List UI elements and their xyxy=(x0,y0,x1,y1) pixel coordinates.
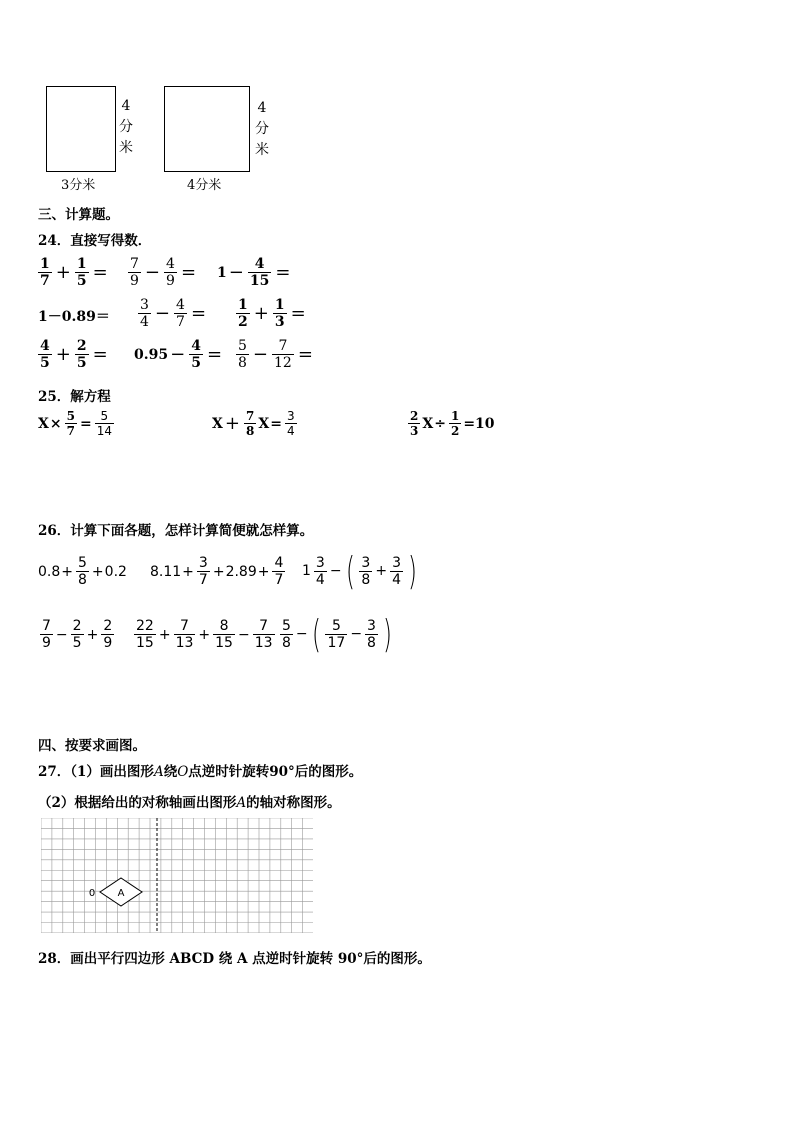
q24-r1-a: $\frac{1}{7}$ + $\frac{1}{5}$ = xyxy=(40,256,108,289)
q26-e3: 1 $\frac{3}{4}$ − ( $\frac{3}{8}$ + $\frac{3}{4}$ ) xyxy=(302,549,417,593)
q26-e6: $\frac{5}{8}$ − ( $\frac{5}{17}$ − $\frac{3}{8}$ ) xyxy=(282,612,392,656)
rect-right-side-label: 4 分 米 xyxy=(255,100,269,158)
q26-title: 26．计算下面各题，怎样计算简便就怎样算。 xyxy=(38,523,314,539)
rect-left-side-label: 4 分 米 xyxy=(119,98,133,156)
q24-r3-b: 0.95 − $\frac{4}{5}$ = xyxy=(134,338,223,371)
q25-eq2: X + $\frac{7}{8}$ X = $\frac{3}{4}$ xyxy=(212,409,295,438)
shape-a-label: A xyxy=(117,888,125,899)
section3-title: 三、计算题。 xyxy=(38,207,119,223)
drawing-grid xyxy=(41,818,313,933)
section4-title: 四、按要求画图。 xyxy=(38,738,146,754)
q24-r3-c: $\frac{5}{8}$ − $\frac{7}{12}$ = xyxy=(238,338,313,371)
q24-r1-c: 1 − $\frac{4}{15}$ = xyxy=(217,256,291,289)
q27-line1: 27．（1）画出图形A绕O点逆时针旋转90°后的图形。 xyxy=(38,764,363,780)
q26-e4: $\frac{7}{9}$ − $\frac{2}{5}$ + $\frac{2}{9}$ xyxy=(42,618,113,651)
q26-e1: 0.8 + $\frac{5}{8}$ + 0.2 xyxy=(38,555,127,588)
q27-line2: （2）根据给出的对称轴画出图形A的轴对称图形。 xyxy=(38,795,341,811)
rect-right-bottom-label: 4分米 xyxy=(187,178,222,193)
q28-title: 28．画出平行四边形 ABCD 绕 A 点逆时针旋转 90°后的图形。 xyxy=(38,951,431,967)
q25-eq3: $\frac{2}{3}$ X ÷ $\frac{1}{2}$ =10 xyxy=(410,409,495,438)
rect-left-bottom-label: 3分米 xyxy=(61,178,96,193)
q24-r1-b: $\frac{7}{9}$ − $\frac{4}{9}$ = xyxy=(130,256,197,289)
rectangle-right xyxy=(164,86,250,172)
rectangle-left xyxy=(46,86,116,172)
q25-title: 25．解方程 xyxy=(38,389,111,405)
q24-r3-a: $\frac{4}{5}$ + $\frac{2}{5}$ = xyxy=(40,338,108,371)
q24-title: 24．直接写得数． xyxy=(38,233,152,249)
q25-eq1: X × $\frac{5}{7}$ = $\frac{5}{14}$ xyxy=(38,409,112,438)
q26-e5: $\frac{22}{15}$ + $\frac{7}{13}$ + $\frac{8}{15}$ − $\frac{7}{13}$ xyxy=(136,618,273,651)
q24-r2-a: 1－0.89＝ xyxy=(38,309,110,325)
point-o-label: 0 xyxy=(88,888,96,899)
q24-r2-c: $\frac{1}{2}$ + $\frac{1}{3}$ = xyxy=(238,297,306,330)
q26-e2: 8.11 + $\frac{3}{7}$ + 2.89 + $\frac{4}{7}$ xyxy=(150,555,284,588)
q24-r2-b: $\frac{3}{4}$ − $\frac{4}{7}$ = xyxy=(140,297,207,330)
